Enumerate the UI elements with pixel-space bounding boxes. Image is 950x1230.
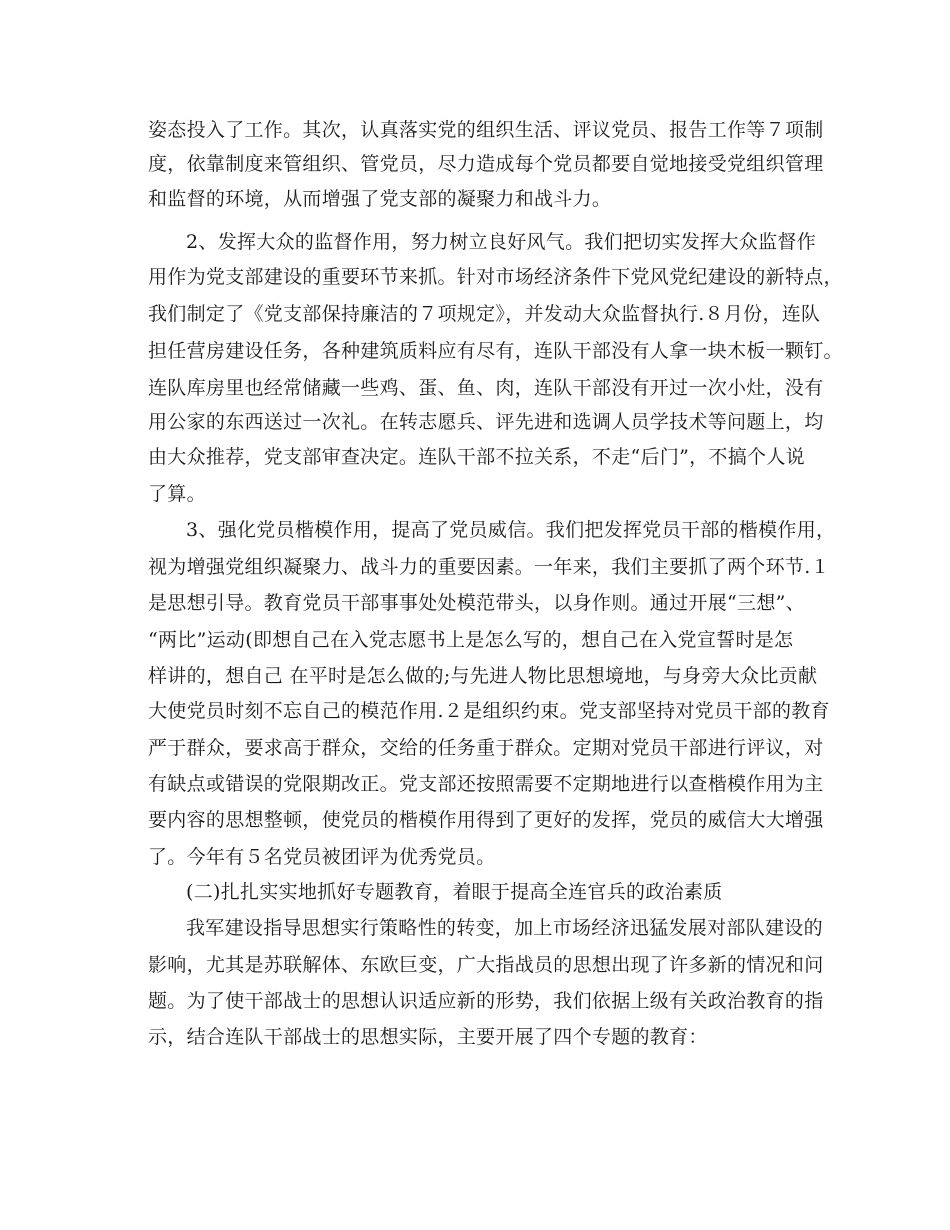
- text-line-22: (二)扎扎实实地抓好专题教育，着眼于提高全连官兵的政治素质: [186, 881, 723, 903]
- text-line-15: “两比”运动(即想自己在入党志愿书上是怎么写的，想自己在入党宣誓时是怎: [148, 629, 794, 651]
- text-line-8: 连队库房里也经常储藏一些鸡、蛋、鱼、肉，连队干部没有开过一次小灶，没有: [148, 377, 824, 399]
- text-line-5: 用作为党支部建设的重要环节来抓。针对市场经济条件下党风党纪建设的新特点，: [148, 266, 843, 288]
- text-line-24: 影响，尤其是苏联解体、东欧巨变，广大指战员的思想出现了许多新的情况和问: [148, 954, 824, 976]
- text-line-16: 样讲的，想自己 在平时是怎么做的;与先进人物比思想境地，与身旁大众比贡献: [148, 665, 818, 687]
- text-line-26: 示，结合连队干部战士的思想实际，主要开展了四个专题的教育：: [148, 1026, 708, 1048]
- text-line-17: 大使党员时刻不忘自己的模范作用.２是组织约束。党支部坚持对党员干部的教育: [148, 700, 830, 722]
- text-line-13: 视为增强党组织凝聚力、战斗力的重要因素。一年来，我们主要抓了两个环节.１: [148, 556, 830, 578]
- text-line-1: 姿态投入了工作。其次，认真落实党的组织生活、评议党员、报告工作等７项制: [148, 119, 824, 141]
- text-line-23: 我军建设指导思想实行策略性的转变，加上市场经济迅猛发展对部队建设的: [186, 917, 823, 939]
- text-line-4: 2、发挥大众的监督作用，努力树立良好风气。我们把切实发挥大众监督作: [186, 231, 816, 253]
- text-line-7: 担任营房建设任务，各种建筑质料应有尽有，连队干部没有人拿一块木板一颗钉。: [148, 340, 843, 362]
- text-line-18: 严于群众，要求高于群众，交给的任务重于群众。定期对党员干部进行评议，对: [148, 737, 824, 759]
- text-line-10: 由大众推荐，党支部审查决定。连队干部不拉关系，不走“后门”，不搞个人说: [148, 446, 805, 468]
- text-line-12: 3、强化党员楷模作用，提高了党员威信。我们把发挥党员干部的楷模作用，: [186, 519, 836, 541]
- text-line-25: 题。为了使干部战士的思想认识适应新的形势，我们依据上级有关政治教育的指: [148, 990, 824, 1012]
- text-line-20: 要内容的思想整顿，使党员的楷模作用得到了更好的发挥，党员的威信大大增强: [148, 809, 824, 831]
- text-line-19: 有缺点或错误的党限期改正。党支部还按照需要不定期地进行以查楷模作用为主: [148, 773, 824, 795]
- text-line-14: 是思想引导。教育党员干部事事处处模范带头，以身作则。通过开展“三想”、: [148, 592, 805, 614]
- text-line-21: 了。今年有５名党员被团评为优秀党员。: [148, 846, 496, 868]
- text-line-6: 我们制定了《党支部保持廉洁的７项规定》，并发动大众监督执行.８月份，连队: [148, 303, 821, 325]
- text-line-9: 用公家的东西送过一次礼。在转志愿兵、评先进和选调人员学技术等问题上，均: [148, 411, 824, 433]
- text-line-2: 度，依靠制度来管组织、管党员，尽力造成每个党员都要自觉地接受党组织管理: [148, 153, 824, 175]
- text-line-3: 和监督的环境，从而增强了党支部的凝聚力和战斗力。: [148, 188, 612, 210]
- text-line-11: 了算。: [148, 483, 206, 505]
